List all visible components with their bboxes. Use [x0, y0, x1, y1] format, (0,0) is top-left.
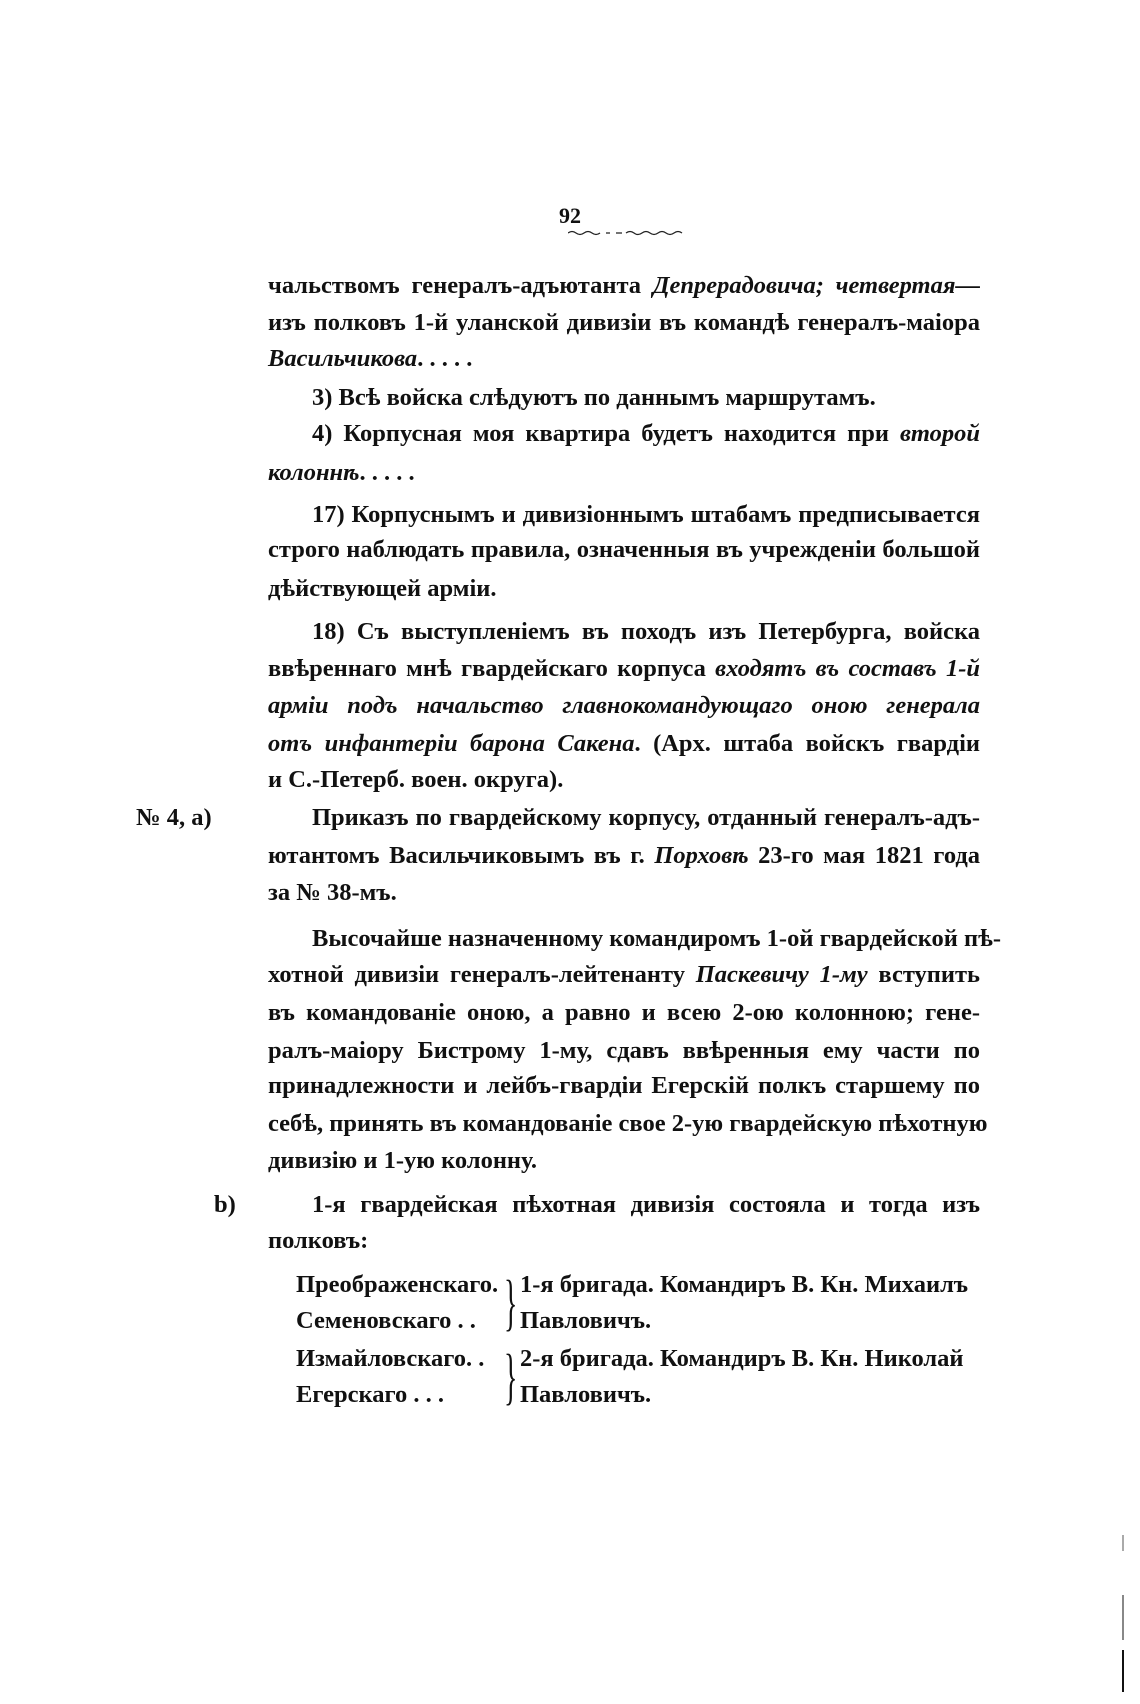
regiment-name: Семеновскаго . .	[296, 1307, 476, 1334]
text-line: строго наблюдать правила, означенныя въ учрежденіи большой	[268, 536, 980, 563]
text-line: Приказъ по гвардейскому корпусу, отданный генералъ-адъ-	[312, 804, 980, 831]
text-line: 18) Съ выступленіемъ въ походъ изъ Петербурга, войска	[312, 618, 980, 645]
text-line: 17) Корпуснымъ и дивизіоннымъ штабамъ предписывается	[312, 501, 980, 528]
text-line: ввѣреннаго мнѣ гвардейскаго корпуса входятъ въ составъ 1-й	[268, 655, 980, 682]
margin-label-b: b)	[214, 1191, 236, 1218]
text-line: ютантомъ Васильчиковымъ въ г. Порховѣ 23-го мая 1821 года	[268, 842, 981, 869]
scan-artifact	[1122, 1650, 1124, 1692]
text-line: полковъ:	[268, 1227, 369, 1254]
page-number-ornament	[568, 230, 686, 236]
text-line: принадлежности и лейбъ-гвардіи Егерскій полкъ старшему по	[268, 1072, 980, 1099]
text-line: дѣйствующей арміи.	[268, 575, 497, 602]
scan-artifact	[1122, 1535, 1124, 1551]
brace-icon: }	[504, 1343, 518, 1411]
text-line: дивизію и 1-ую колонну.	[268, 1147, 537, 1174]
text-line: Высочайше назначенному командиромъ 1-ой гвардейской пѣ-	[312, 925, 1002, 952]
regiment-name: Измайловскаго. .	[296, 1345, 485, 1372]
brigade-text: Павловичъ.	[520, 1307, 652, 1334]
text-line: 1-я гвардейская пѣхотная дивизія состояла и тогда изъ	[312, 1191, 980, 1218]
text-line: отъ инфантеріи барона Сакена. (Арх. штаба войскъ гвардіи	[268, 730, 980, 757]
text-line: хотной дивизіи генералъ-лейтенанту Паскевичу 1-му вступить	[268, 961, 981, 988]
text-line: ралъ-маіору Бистрому 1-му, сдавъ ввѣренныя ему части по	[268, 1037, 980, 1064]
scan-artifact	[1122, 1595, 1124, 1640]
brace-icon: }	[504, 1269, 518, 1337]
page-number: 92	[559, 203, 581, 228]
text-line: арміи подъ начальство главнокомандующаго оною генерала	[268, 692, 980, 719]
brigade-text: 1-я бригада. Командиръ В. Кн. Михаилъ	[520, 1271, 969, 1298]
text-line: въ командованіе оною, а равно и всею 2-ою колонною; гене-	[268, 999, 980, 1026]
margin-label-no4a: № 4, а)	[136, 804, 212, 831]
text-line: Васильчикова. . . . .	[268, 345, 473, 372]
regiment-name: Егерскаго . . .	[296, 1381, 445, 1408]
text-line: себѣ, принять въ командованіе свое 2-ую гвардейскую пѣхотную	[268, 1110, 988, 1137]
brigade-text: Павловичъ.	[520, 1381, 652, 1408]
text-line: колоннѣ. . . . .	[268, 459, 415, 486]
text-line: 3) Всѣ войска слѣдуютъ по даннымъ маршрутамъ.	[312, 384, 876, 411]
text-line: изъ полковъ 1-й уланской дивизіи въ командѣ генералъ-маіора	[268, 309, 980, 336]
brigade-text: 2-я бригада. Командиръ В. Кн. Николай	[520, 1345, 964, 1372]
text-line: и С.-Петерб. воен. округа).	[268, 766, 564, 793]
text-line: за № 38-мъ.	[268, 879, 397, 906]
text-line: 4) Корпусная моя квартира будетъ находится при второй	[312, 420, 980, 447]
regiment-name: Преображенскаго.	[296, 1271, 499, 1298]
text-line: чальствомъ генералъ-адъютанта Депрерадовича; четвертая—	[268, 272, 980, 299]
